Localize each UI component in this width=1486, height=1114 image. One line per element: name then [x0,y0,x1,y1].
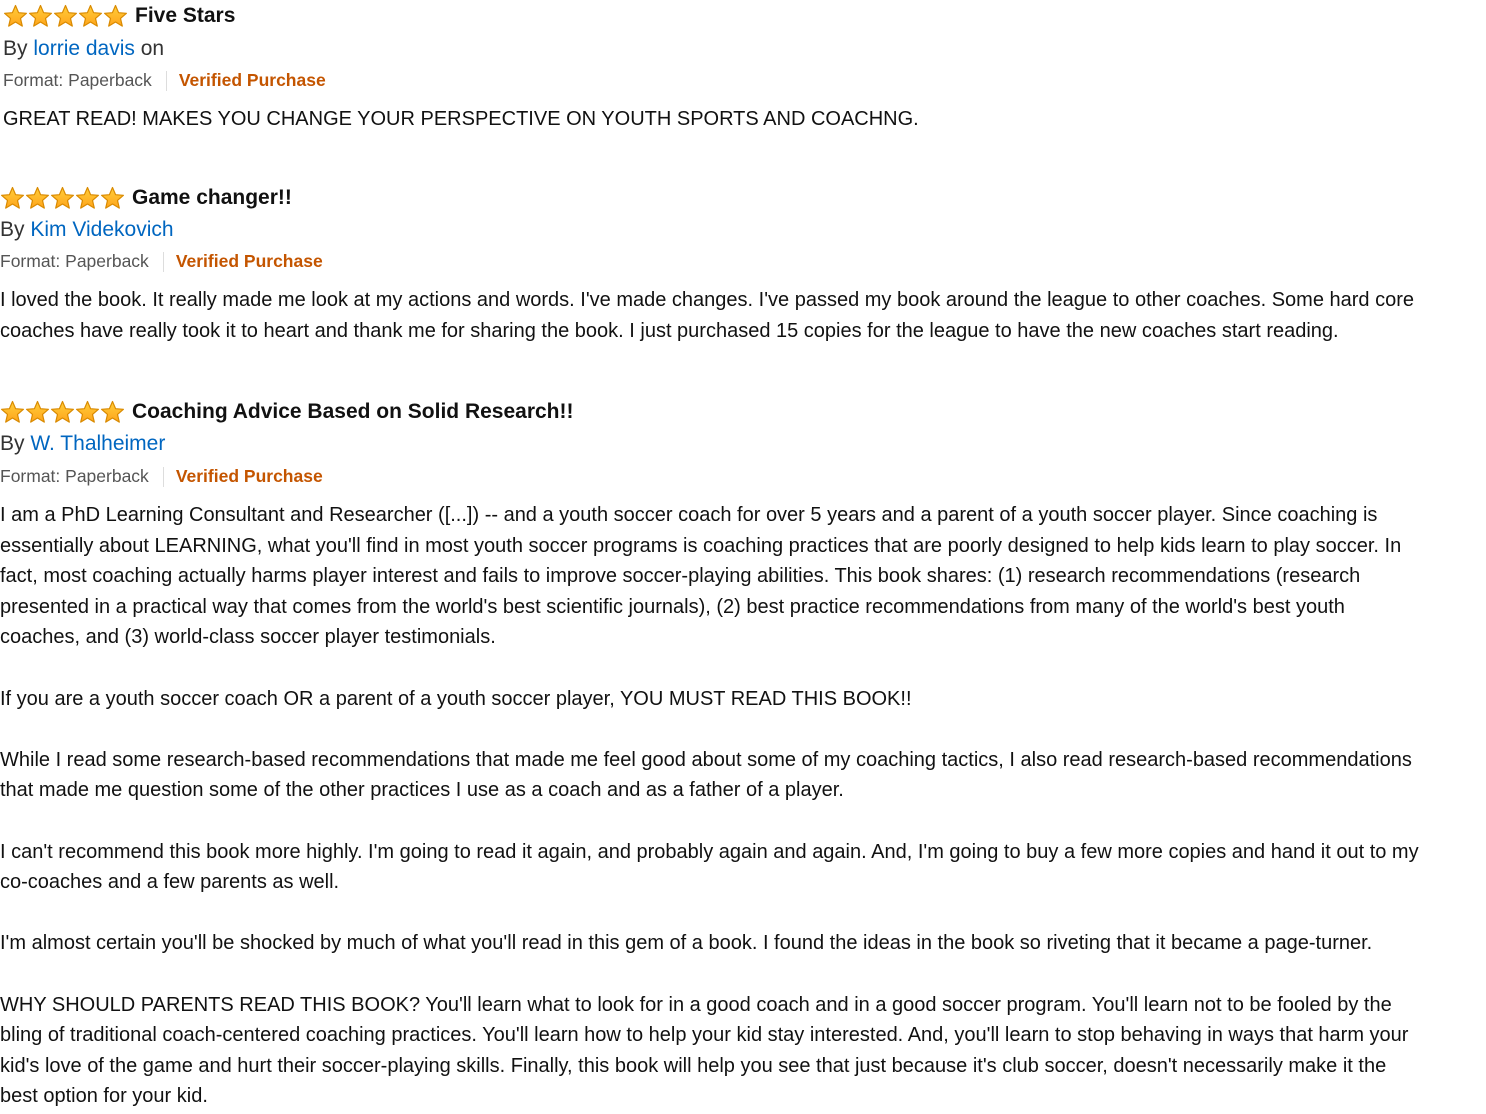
star-icon [75,400,100,425]
star-icon [25,400,50,425]
star-icon [75,186,100,211]
star-icon [50,400,75,425]
review-text-line: GREAT READ! MAKES YOU CHANGE YOUR PERSPECTIVE ON YOUTH SPORTS AND COACHNG. [3,108,919,130]
review-text-line: presented in a practical way that comes from the world's best scientific journals), (2) best practice recommendations from many of the world's best youth [0,595,1345,618]
review-body [0,285,1414,346]
paragraph-gap [0,653,1419,684]
review-body [3,104,919,135]
review-byline [3,37,164,61]
review-title[interactable]: Five Stars [135,4,236,27]
star-icon [50,186,75,211]
format-label[interactable]: Format: Paperback [0,466,149,486]
star-icon [25,186,50,211]
review-text-line: WHY SHOULD PARENTS READ THIS BOOK? You'll learn what to look for in a good coach and in a good soccer program. You'll learn not to be fooled by the [0,993,1392,1016]
star-icon [100,186,125,211]
author-link[interactable]: lorrie davis [33,37,135,60]
review-byline [0,218,174,242]
author-link[interactable]: Kim Videkovich [30,218,174,241]
by-label: By [0,432,25,455]
paragraph-gap [0,806,1419,837]
review-text-line: bling of traditional coach-centered coaching practices. You'll learn how to help your kid stay interested. And, you'll learn to stop behaving in ways that harm your [0,1024,1409,1047]
review-title-row [3,1,235,31]
review-title-row [0,397,574,427]
paragraph-gap [0,959,1419,990]
star-rating[interactable] [0,186,125,211]
divider [163,467,164,487]
format-label[interactable]: Format: Paperback [0,251,149,271]
star-icon [53,4,78,29]
review-title-row [0,183,292,213]
review-format-row [0,251,323,272]
divider [166,71,167,91]
star-icon [100,400,125,425]
review-text-line: While I read some research-based recommendations that made me feel good about some of my coaching tactics, I also read research-based recommendations [0,748,1412,771]
star-icon [0,400,25,425]
review-text-line: I loved the book. It really made me look at my actions and words. I've made changes. I've passed my book around the league to other coaches. Some hard core [0,289,1414,311]
review-text-line: If you are a youth soccer coach OR a parent of a youth soccer player, YOU MUST READ THIS BOOK!! [0,687,912,710]
on-label: on [140,37,165,60]
star-rating[interactable] [3,4,128,29]
review-text-line: I'm almost certain you'll be shocked by much of what you'll read in this gem of a book. I found the ideas in the book so riveting that it became a page-turner. [0,932,1373,955]
review-text-line: best option for your kid. [0,1085,208,1108]
verified-purchase-badge: Verified Purchase [178,70,326,90]
paragraph-gap [0,898,1419,929]
by-label: By [0,218,25,241]
verified-purchase-badge: Verified Purchase [175,251,323,271]
review-text-line: I can't recommend this book more highly. I'm going to read it again, and probably again and again. And, I'm going to buy a few more copies and hand it out to my [0,840,1419,863]
format-label[interactable]: Format: Paperback [3,70,152,90]
review-format-row [0,466,323,487]
review-text-line: co-coaches and a few parents as well. [0,871,340,894]
verified-purchase-badge: Verified Purchase [175,466,323,486]
star-icon [28,4,53,29]
divider [163,252,164,272]
review-text-line: I am a PhD Learning Consultant and Researcher ([...]) -- and a youth soccer coach for over 5 years and a parent of a youth soccer player. Since coaching is [0,504,1378,526]
review-title[interactable]: Game changer!! [132,186,292,209]
review-text-line: coaches have really took it to heart and thank me for sharing the book. I just purchased 15 copies for the league to have the new coaches start reading. [0,319,1339,342]
review-byline [0,432,165,456]
by-label: By [3,37,28,60]
review-text-line: kid's love of the game and hurt their soccer-playing skills. Finally, this book will help you see that just because it's club soccer, doesn't necessarily make it the [0,1054,1387,1077]
paragraph-gap [0,714,1419,745]
star-icon [0,186,25,211]
star-icon [78,4,103,29]
star-icon [103,4,128,29]
author-link[interactable]: W. Thalheimer [30,432,166,455]
review-text-line: essentially about LEARNING, what you'll find in most youth soccer programs is coaching practices that are poorly designed to help kids learn to play soccer. In [0,534,1402,557]
star-rating[interactable] [0,400,125,425]
review-text-line: fact, most coaching actually harms player interest and fails to improve soccer-playing abilities. This book shares: (1) research recommendations (research [0,565,1361,588]
star-icon [3,4,28,29]
review-format-row [3,70,326,91]
review-body [0,500,1419,1112]
review-text-line: that made me question some of the other practices I use as a coach and as a father of a player. [0,779,844,802]
review-text-line: coaches, and (3) world-class soccer player testimonials. [0,626,496,649]
review-title[interactable]: Coaching Advice Based on Solid Research!! [132,400,574,423]
